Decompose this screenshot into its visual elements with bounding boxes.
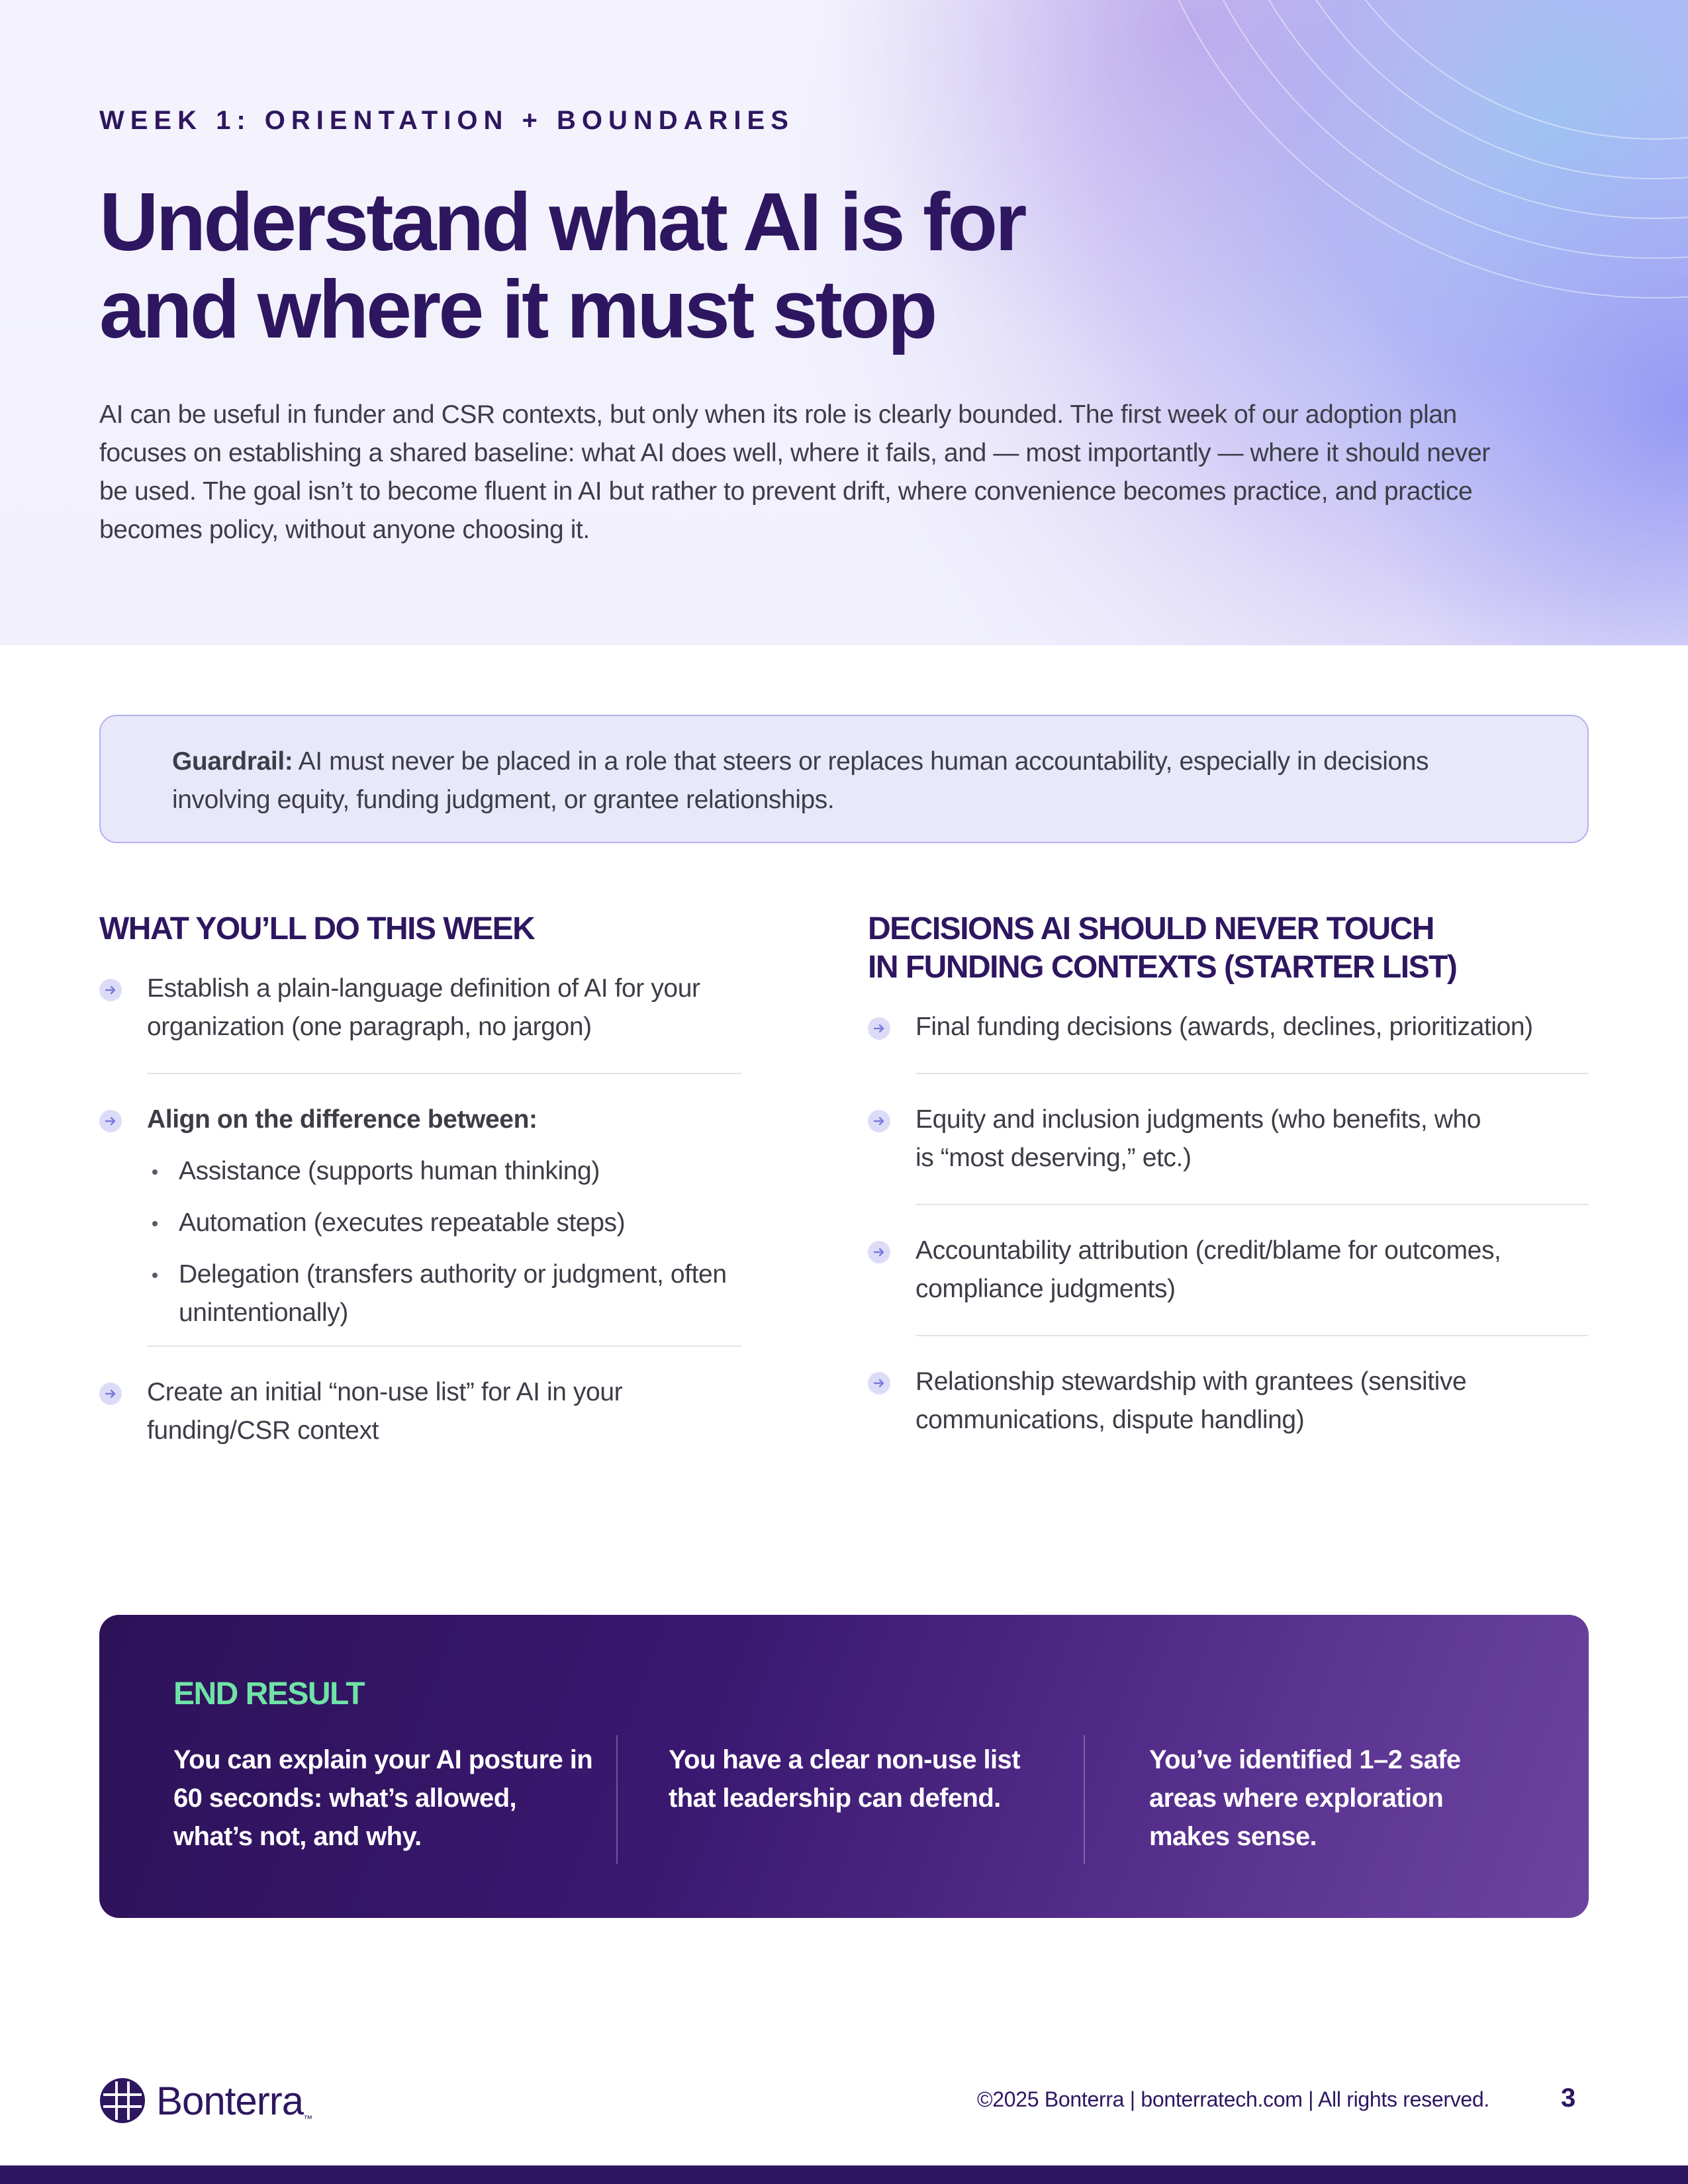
bullet-icon (152, 1273, 158, 1278)
intro-paragraph: AI can be useful in funder and CSR contexts, but only when its role is clearly bounded. The first week of our adoption plan focuses on establishing a shared baseline: what AI does well, where it fails, and — most importantly — where it should never be used. The goal isn’t to become fluent in AI but rather to prevent drift, where convenience becomes practice, and practice becomes policy, without anyone choosing it. (99, 400, 1490, 544)
this-week-heading: WHAT YOU’LL DO THIS WEEK (99, 911, 535, 946)
never-touch-heading (868, 910, 1589, 987)
arrow-right-icon (99, 1383, 122, 1405)
logo-name: Bonterra (156, 2078, 304, 2123)
end-result-panel (99, 1615, 1589, 1918)
sublist-item (147, 1204, 741, 1242)
guardrail-callout (99, 715, 1589, 843)
divider (915, 1204, 1589, 1205)
list-item-text: Accountability attribution (credit/blame for outcomes, compliance judgments) (915, 1236, 1501, 1303)
sublist-item-text: Delegation (transfers authority or judgment, often unintentionally) (179, 1260, 727, 1327)
page-number: 3 (1561, 2083, 1576, 2113)
list-item-text: Relationship stewardship with grantees (sensitive communications, dispute handling) (915, 1367, 1467, 1434)
list-item (99, 1101, 741, 1332)
page-title (99, 179, 1092, 353)
list-item-text: Create an initial “non-use list” for AI in your funding/CSR context (147, 1378, 623, 1445)
divider (915, 1335, 1589, 1336)
list-item (868, 1008, 1589, 1046)
bullet-icon (152, 1221, 158, 1226)
list-item (868, 1101, 1589, 1177)
week-eyebrow: WEEK 1: ORIENTATION + BOUNDARIES (99, 106, 794, 135)
never-touch-heading-line-2: IN FUNDING CONTEXTS (STARTER LIST) (868, 950, 1457, 985)
bottom-bar (0, 2165, 1688, 2184)
never-touch-heading-line-1: DECISIONS AI SHOULD NEVER TOUCH (868, 911, 1434, 946)
end-result-label: END RESULT (173, 1676, 365, 1711)
list-item-text: Establish a plain-language definition of AI for your organization (one paragraph, no jargon) (147, 974, 700, 1041)
arrow-right-icon (99, 1110, 122, 1132)
never-touch-list (868, 1008, 1589, 1439)
footer-copyright: ©2025 Bonterra | bonterratech.com | All rights reserved. (976, 2087, 1489, 2111)
sublist-item-text: Assistance (supports human thinking) (179, 1157, 600, 1185)
bonterra-logo-icon (99, 2077, 146, 2124)
sublist-item (147, 1255, 741, 1332)
divider (915, 1073, 1589, 1074)
list-item-text: Equity and inclusion judgments (who benefits, who is “most deserving,” etc.) (915, 1105, 1481, 1172)
sublist-item-text: Automation (executes repeatable steps) (179, 1208, 626, 1237)
guardrail-label: Guardrail: (172, 747, 293, 776)
this-week-section (99, 910, 741, 1450)
arrow-right-icon (868, 1017, 890, 1040)
logo-wordmark (156, 2078, 312, 2124)
arrow-right-icon (99, 979, 122, 1001)
hero-section (0, 0, 1688, 645)
sublist-item (147, 1152, 741, 1191)
end-result-column: You’ve identified 1–2 safe areas where exploration makes sense. (1149, 1745, 1461, 1851)
end-result-column: You have a clear non-use list that leadership can defend. (669, 1745, 1020, 1813)
guardrail-text: AI must never be placed in a role that steers or replaces human accountability, especially in decisions involving equity, funding judgment, or grantee relationships. (172, 747, 1429, 814)
divider (147, 1073, 741, 1074)
list-item (868, 1232, 1589, 1308)
difference-sublist (147, 1152, 741, 1332)
never-touch-section (868, 910, 1589, 1439)
arrow-right-icon (868, 1372, 890, 1394)
arrow-right-icon (868, 1241, 890, 1263)
arrow-right-icon (868, 1110, 890, 1132)
end-result-column: You can explain your AI posture in 60 seconds: what’s allowed, what’s not, and why. (173, 1745, 593, 1851)
list-item-text: Align on the difference between: (147, 1105, 538, 1134)
list-item (868, 1363, 1589, 1439)
this-week-list (99, 970, 741, 1450)
title-line-2: and where it must stop (99, 264, 935, 355)
column-divider (1084, 1735, 1085, 1864)
list-item-text: Final funding decisions (awards, declines, prioritization) (915, 1013, 1533, 1041)
bonterra-logo (99, 2077, 312, 2124)
column-divider (616, 1735, 618, 1864)
bullet-icon (152, 1169, 158, 1175)
divider (147, 1345, 741, 1347)
list-item (99, 1373, 741, 1450)
list-item (99, 970, 741, 1046)
title-line-1: Understand what AI is for (99, 177, 1025, 268)
logo-trademark: ™ (303, 2113, 312, 2124)
